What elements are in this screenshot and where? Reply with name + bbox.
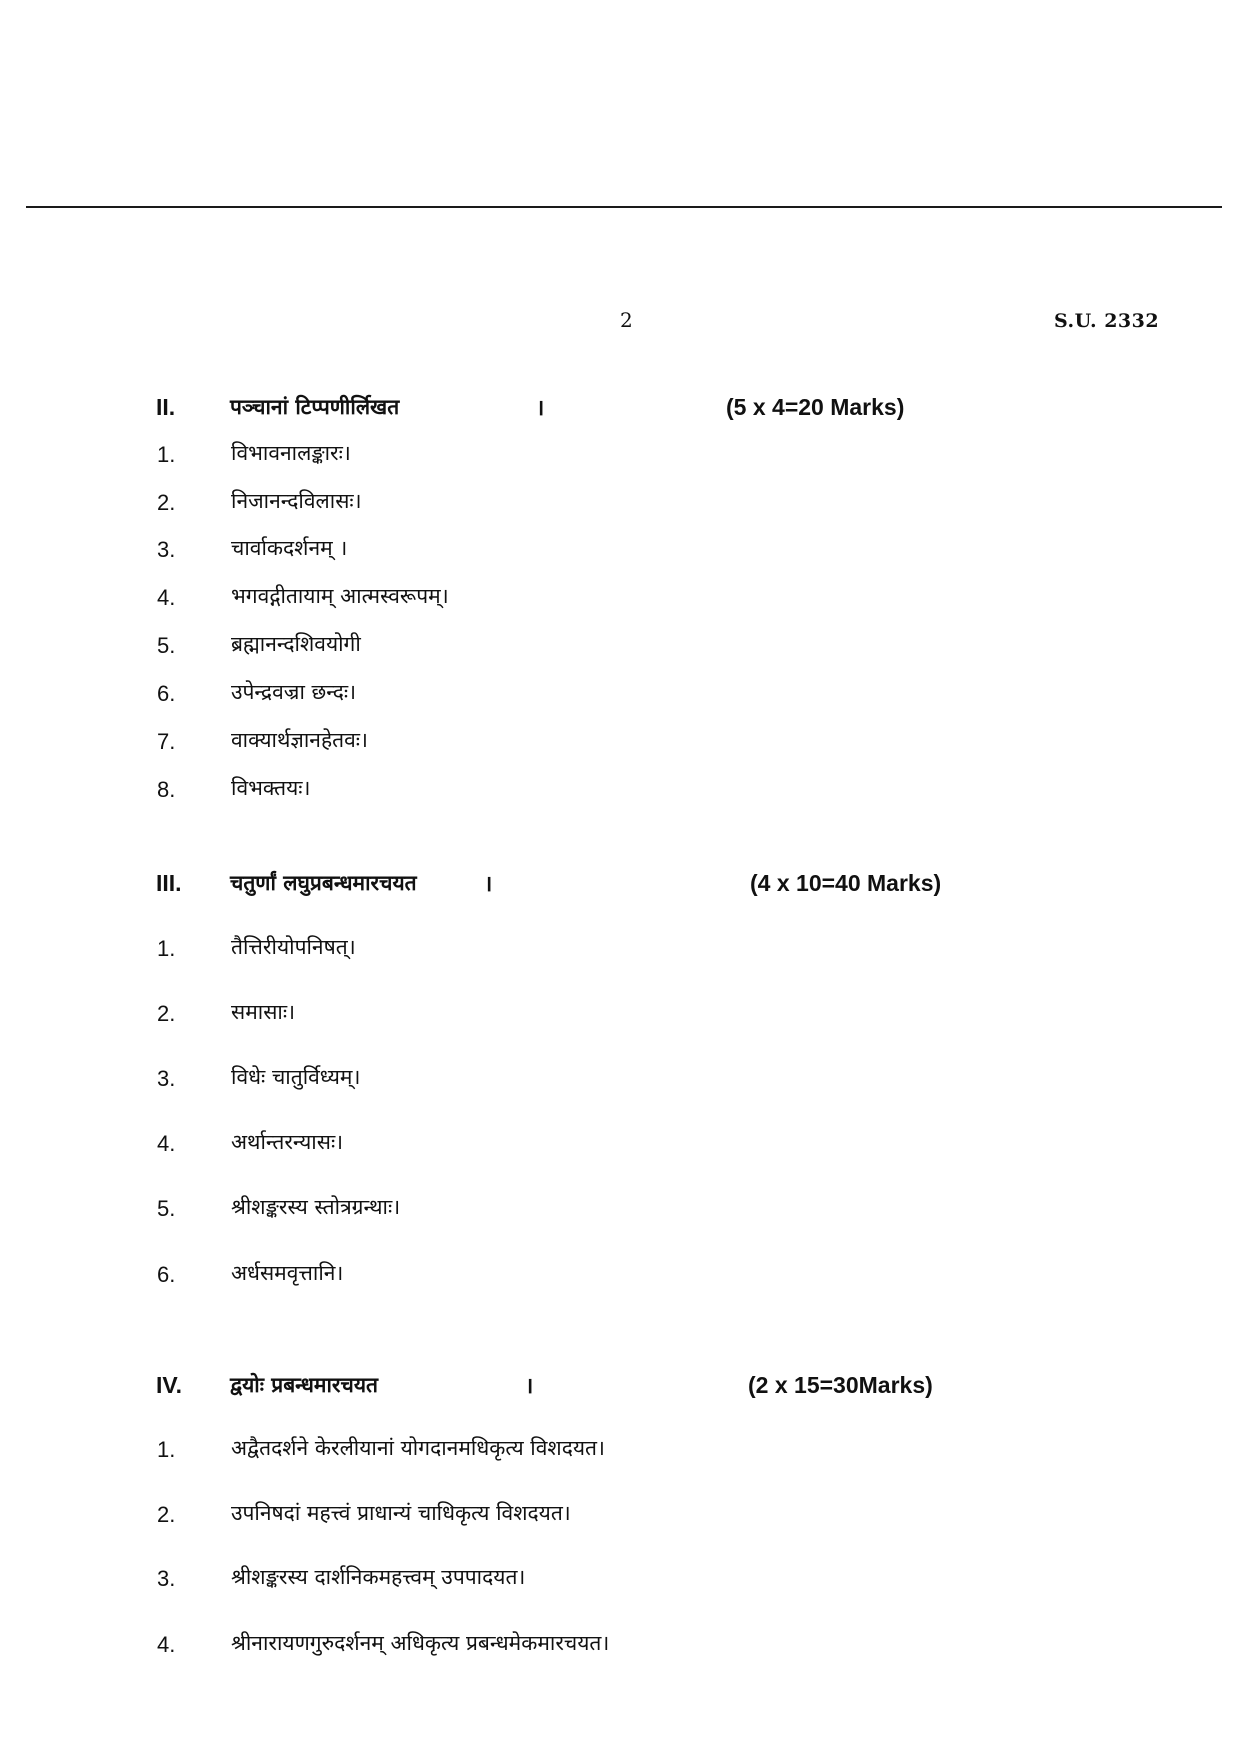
- question-text: विभावनालङ्कारः।: [231, 441, 351, 465]
- question-number: 3.: [157, 1066, 176, 1091]
- question-text: अद्वैतदर्शने केरलीयानां योगदानमधिकृत्य विशदयत।: [231, 1436, 605, 1460]
- question-text: उपेन्द्रवज्रा छन्दः।: [231, 680, 357, 704]
- question-text: विधेः चातुर्विध्यम्।: [231, 1065, 361, 1089]
- question-number: 8.: [157, 777, 176, 802]
- section-number: IV.: [156, 1372, 183, 1398]
- question-text: विभक्तयः।: [231, 776, 311, 800]
- question-text: चार्वाकदर्शनम् ।: [231, 536, 348, 560]
- section-marks: (5 x 4=20 Marks): [726, 394, 905, 420]
- question-number: 4.: [157, 1131, 176, 1156]
- question-text: श्रीनारायणगुरुदर्शनम् अधिकृत्य प्रबन्धमेकमारचयत।: [231, 1631, 610, 1655]
- question-number: 2.: [157, 1001, 176, 1026]
- section-danda: ।: [484, 872, 493, 897]
- question-text: भगवद्गीतायाम् आत्मस्वरूपम्।: [231, 584, 449, 608]
- paper-code: S.U. 2332: [1054, 310, 1160, 332]
- question-number: 2.: [157, 1502, 176, 1527]
- question-number: 7.: [157, 729, 176, 754]
- question-text: अर्थान्तरन्यासः।: [231, 1130, 344, 1154]
- question-text: श्रीशङ्करस्य स्तोत्रग्रन्थाः।: [231, 1195, 401, 1219]
- question-text: उपनिषदां महत्त्वं प्राधान्यं चाधिकृत्य विशदयत।: [231, 1501, 571, 1525]
- section-number: III.: [156, 870, 182, 896]
- section-title: द्वयोः प्रबन्धमारचयत: [230, 1373, 378, 1397]
- question-number: 2.: [157, 490, 176, 515]
- question-number: 1.: [157, 442, 176, 467]
- section-title: पञ्चानां टिप्पणीर्लिखत: [230, 395, 400, 419]
- section-marks: (2 x 15=30Marks): [748, 1372, 933, 1398]
- question-number: 3.: [157, 537, 176, 562]
- question-number: 6.: [157, 1262, 176, 1287]
- question-number: 4.: [157, 1632, 176, 1657]
- question-number: 5.: [157, 633, 176, 658]
- question-text: श्रीशङ्करस्य दार्शनिकमहत्त्वम् उपपादयत।: [231, 1565, 526, 1589]
- question-number: 5.: [157, 1196, 176, 1221]
- section-marks: (4 x 10=40 Marks): [750, 870, 942, 896]
- question-text: तैत्तिरीयोपनिषत्।: [231, 935, 356, 959]
- question-text: वाक्यार्थज्ञानहेतवः।: [231, 728, 368, 752]
- question-text: अर्धसमवृत्तानि।: [231, 1261, 344, 1285]
- question-number: 1.: [157, 936, 176, 961]
- page-number: 2: [620, 308, 633, 332]
- question-number: 3.: [157, 1566, 176, 1591]
- question-number: 6.: [157, 681, 176, 706]
- question-number: 4.: [157, 585, 176, 610]
- section-number: II.: [156, 394, 176, 420]
- question-number: 1.: [157, 1437, 176, 1462]
- section-danda: ।: [536, 396, 545, 421]
- top-divider: [26, 206, 1222, 208]
- question-text: ब्रह्मानन्दशिवयोगी: [231, 632, 361, 656]
- question-text: समासाः।: [231, 1000, 296, 1024]
- section-danda: ।: [525, 1374, 534, 1399]
- section-title: चतुर्णां लघुप्रबन्धमारचयत: [230, 871, 417, 895]
- question-text: निजानन्दविलासः।: [231, 489, 362, 513]
